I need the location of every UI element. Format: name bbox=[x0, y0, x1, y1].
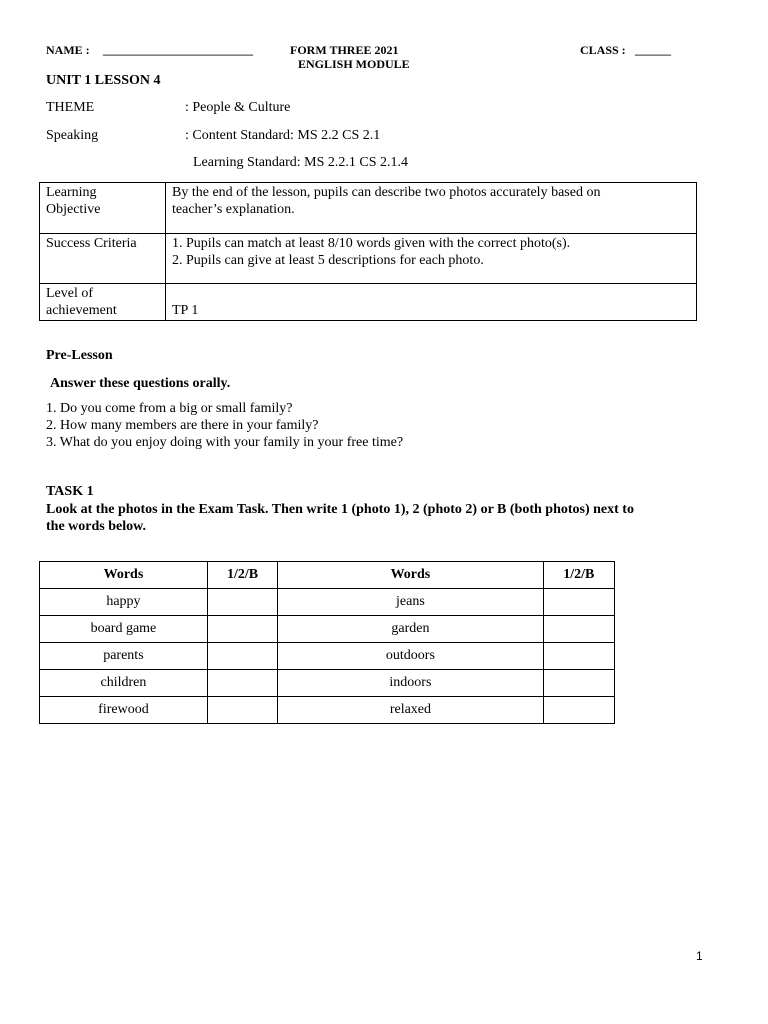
table-row bbox=[40, 284, 697, 321]
table-row bbox=[40, 234, 697, 284]
content-standard: : Content Standard: MS 2.2 CS 2.1 bbox=[185, 128, 381, 143]
success-criteria-content bbox=[166, 234, 697, 284]
learning-objective-content bbox=[166, 183, 697, 234]
list-item: 2. How many members are there in your family? bbox=[46, 418, 319, 433]
success-criteria-label bbox=[40, 234, 166, 284]
words-table bbox=[39, 561, 615, 724]
cell-text: Objective bbox=[46, 202, 101, 217]
cell-text: TP 1 bbox=[172, 303, 199, 318]
word-cell: parents bbox=[40, 643, 208, 670]
table-row bbox=[40, 589, 615, 616]
word-cell: relaxed bbox=[278, 697, 543, 724]
answer-cell[interactable] bbox=[543, 589, 614, 616]
class-label: CLASS : bbox=[580, 43, 626, 57]
pre-lesson-instruction: Answer these questions orally. bbox=[50, 376, 231, 391]
table-row bbox=[40, 670, 615, 697]
answer-cell[interactable] bbox=[543, 643, 614, 670]
page-number: 1 bbox=[696, 949, 703, 963]
header-words: Words bbox=[278, 562, 543, 589]
word-cell: children bbox=[40, 670, 208, 697]
cell-text: Level of bbox=[46, 286, 94, 301]
word-cell: indoors bbox=[278, 670, 543, 697]
cell-text: Success Criteria bbox=[46, 236, 137, 251]
list-item: 1. Do you come from a big or small family? bbox=[46, 401, 293, 416]
table-row bbox=[40, 616, 615, 643]
cell-text: 2. Pupils can give at least 5 descriptions for each photo. bbox=[172, 253, 484, 268]
answer-cell[interactable] bbox=[207, 670, 277, 697]
word-cell: jeans bbox=[278, 589, 543, 616]
skill-label: Speaking bbox=[46, 128, 99, 143]
unit-title: UNIT 1 LESSON 4 bbox=[46, 73, 161, 88]
table-row bbox=[40, 183, 697, 234]
answer-cell[interactable] bbox=[543, 616, 614, 643]
task1-instruction bbox=[46, 501, 634, 535]
cell-text: By the end of the lesson, pupils can describe two photos accurately based on bbox=[172, 185, 601, 200]
answer-cell[interactable] bbox=[207, 589, 277, 616]
theme-value: : People & Culture bbox=[185, 100, 291, 115]
table-header-row bbox=[40, 562, 615, 589]
list-item: 3. What do you enjoy doing with your family in your free time? bbox=[46, 435, 404, 450]
form-title: FORM THREE 2021 bbox=[290, 43, 399, 57]
achievement-label bbox=[40, 284, 166, 321]
word-cell: garden bbox=[278, 616, 543, 643]
cell-text: Learning bbox=[46, 185, 97, 200]
cell-text: achievement bbox=[46, 303, 117, 318]
question-list bbox=[46, 400, 403, 451]
header-words: Words bbox=[40, 562, 208, 589]
task1-heading: TASK 1 bbox=[46, 484, 94, 499]
word-cell: outdoors bbox=[278, 643, 543, 670]
answer-cell[interactable] bbox=[207, 697, 277, 724]
objectives-table bbox=[39, 182, 697, 321]
module-title: ENGLISH MODULE bbox=[298, 57, 410, 71]
answer-cell[interactable] bbox=[543, 697, 614, 724]
name-blank[interactable]: _________________________ bbox=[103, 43, 253, 57]
word-cell: board game bbox=[40, 616, 208, 643]
word-cell: firewood bbox=[40, 697, 208, 724]
cell-text: teacher’s explanation. bbox=[172, 202, 295, 217]
name-label: NAME : bbox=[46, 43, 90, 57]
header-answer: 1/2/B bbox=[543, 562, 614, 589]
cell-text: 1. Pupils can match at least 8/10 words given with the correct photo(s). bbox=[172, 236, 571, 251]
table-row bbox=[40, 697, 615, 724]
table-row bbox=[40, 643, 615, 670]
answer-cell[interactable] bbox=[207, 643, 277, 670]
class-blank[interactable]: ______ bbox=[635, 43, 671, 57]
pre-lesson-heading: Pre-Lesson bbox=[46, 348, 113, 363]
instruction-line: the words below. bbox=[46, 519, 146, 534]
answer-cell[interactable] bbox=[543, 670, 614, 697]
learning-standard: Learning Standard: MS 2.2.1 CS 2.1.4 bbox=[193, 155, 409, 170]
header-answer: 1/2/B bbox=[207, 562, 277, 589]
learning-objective-label bbox=[40, 183, 166, 234]
word-cell: happy bbox=[40, 589, 208, 616]
instruction-line: Look at the photos in the Exam Task. Then write 1 (photo 1), 2 (photo 2) or B (both photos) next to bbox=[46, 502, 634, 517]
theme-label: THEME bbox=[46, 100, 95, 115]
answer-cell[interactable] bbox=[207, 616, 277, 643]
achievement-content bbox=[166, 284, 697, 321]
